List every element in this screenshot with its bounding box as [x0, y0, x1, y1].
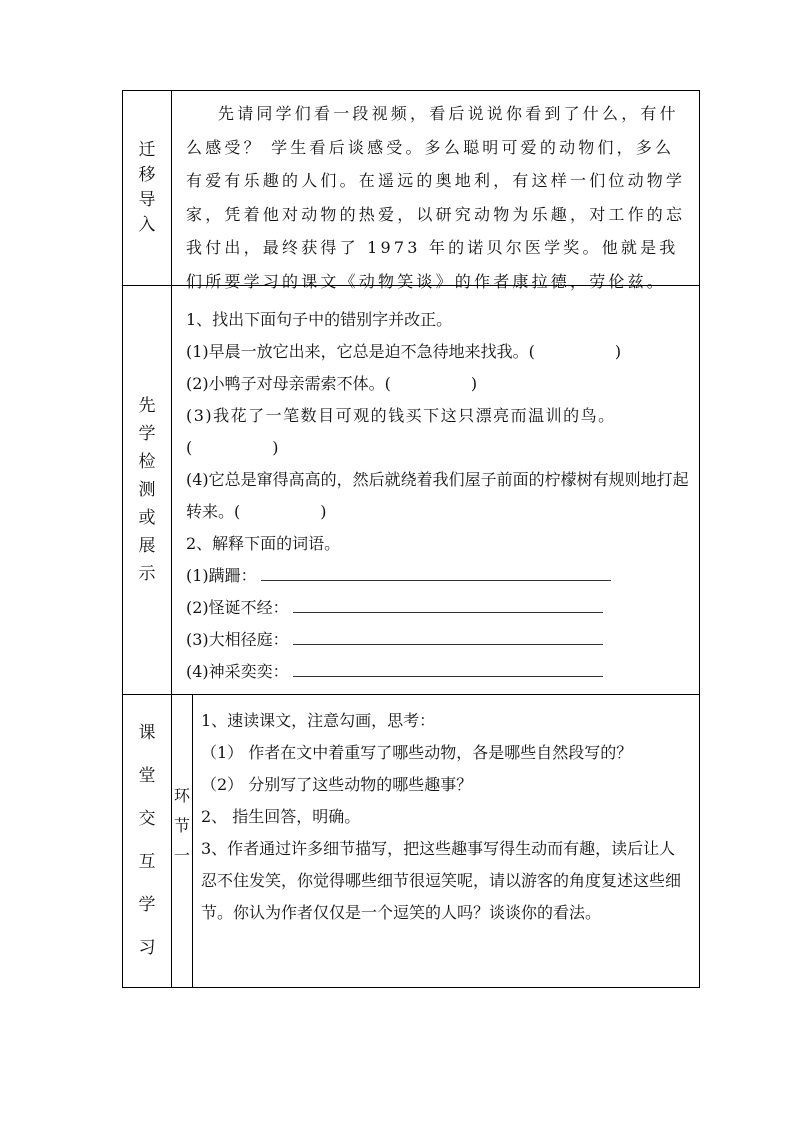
label-char: 迁 [138, 140, 156, 160]
row-label-cell [123, 91, 172, 285]
word-label: (1)蹒跚： [186, 566, 257, 585]
instruction-line: 2、 指生回答，明确。 [201, 807, 361, 826]
definition-item [186, 592, 691, 624]
question-title: 1、找出下面句子中的错别字并改正。 [186, 310, 453, 329]
lesson-plan-table [122, 90, 700, 988]
sublabel-char: 环 [173, 786, 190, 805]
row-label-cell [123, 286, 172, 694]
label-char: 或 [138, 508, 156, 528]
label-char: 展 [138, 536, 156, 556]
label-char: 习 [138, 938, 156, 958]
instruction-line: （2） 分别写了这些动物的哪些趣事？ [201, 775, 473, 794]
check-content [172, 286, 699, 694]
label-char: 堂 [138, 766, 156, 786]
paren-close: ) [272, 438, 279, 457]
definition-item [186, 656, 691, 688]
label-char: 入 [138, 215, 156, 235]
instruction-line: 1、速读课文，注意勾画，思考： [201, 711, 436, 730]
label-char: 学 [138, 424, 156, 444]
question-title: 2、解释下面的词语。 [186, 534, 341, 553]
instruction-line: （1） 作者在文中着重写了哪些动物，各是哪些自然段写的？ [201, 743, 633, 762]
question-item [186, 400, 691, 432]
question-item [186, 368, 691, 400]
interaction-content [193, 695, 699, 935]
answer-line[interactable] [293, 675, 603, 677]
label-char: 交 [138, 809, 156, 829]
row-label-cell [123, 695, 172, 987]
sub-label-section-one [174, 781, 190, 871]
row-label-check [139, 392, 156, 588]
label-char: 课 [138, 723, 156, 743]
answer-line[interactable] [293, 643, 603, 645]
question-item [186, 432, 691, 464]
question-item [186, 464, 691, 528]
answer-line[interactable] [293, 611, 603, 613]
label-char: 移 [138, 165, 156, 185]
intro-paragraph: 先请同学们看一段视频，看后说说你看到了什么，有什么感受？ 学生看后谈感受。多么聪明可爱的动物们，多么有爱有乐趣的人们。在遥远的奥地利，有这样一们位动物学家，凭着他对动物的热爱，以研究动物为乐趣，对工作的忘我付出，最终获得了 1973 年的诺贝尔医学奖。他就是我们所要学习的课文《动物笑谈》的作者康拉德，劳伦兹。 [186, 104, 686, 291]
row-classroom-interaction [122, 694, 700, 988]
row-label-intro [139, 138, 156, 238]
question-text: (3)我花了一笔数目可观的钱买下这只漂亮而温训的鸟。 [186, 406, 616, 425]
question-text: (4)它总是窜得高高的，然后就绕着我们屋子前面的柠檬树有规则地打起转来。( [186, 470, 689, 521]
paren-close: ) [614, 342, 622, 361]
paren-open: ( [186, 438, 193, 457]
label-char: 先 [138, 396, 156, 416]
sublabel-char: 一 [173, 846, 190, 865]
label-char: 示 [138, 564, 156, 584]
paren-close: ) [470, 374, 478, 393]
sub-label-cell [172, 695, 193, 987]
sublabel-char: 节 [173, 816, 190, 835]
question-text: (2)小鸭子对母亲需索不体。( [186, 374, 391, 393]
question-item [186, 336, 691, 368]
word-label: (2)怪诞不经： [186, 598, 289, 617]
intro-content [172, 91, 699, 304]
label-char: 检 [138, 452, 156, 472]
label-char: 互 [138, 852, 156, 872]
definition-item [186, 624, 691, 656]
paren-close: ) [320, 502, 327, 521]
word-label: (4)神采奕奕： [186, 662, 289, 681]
question-text: (1)早晨一放它出来，它总是迫不急待地来找我。( [186, 342, 535, 361]
answer-line[interactable] [261, 579, 611, 581]
label-char: 导 [138, 190, 156, 210]
label-char: 学 [138, 895, 156, 915]
label-char: 测 [138, 480, 156, 500]
definition-item [186, 560, 691, 592]
row-transfer-intro [122, 90, 700, 291]
word-label: (3)大相径庭： [186, 630, 289, 649]
row-label-interaction [139, 712, 156, 970]
row-pre-study-check [122, 285, 700, 694]
instruction-line: 3、作者通过许多细节描写，把这些趣事写得生动而有趣，读后让人忍不住发笑，你觉得哪些细节很逗笑呢，请以游客的角度复述这些细节。你认为作者仅仅是一个逗笑的人吗？谈谈你的看法。 [201, 839, 682, 922]
